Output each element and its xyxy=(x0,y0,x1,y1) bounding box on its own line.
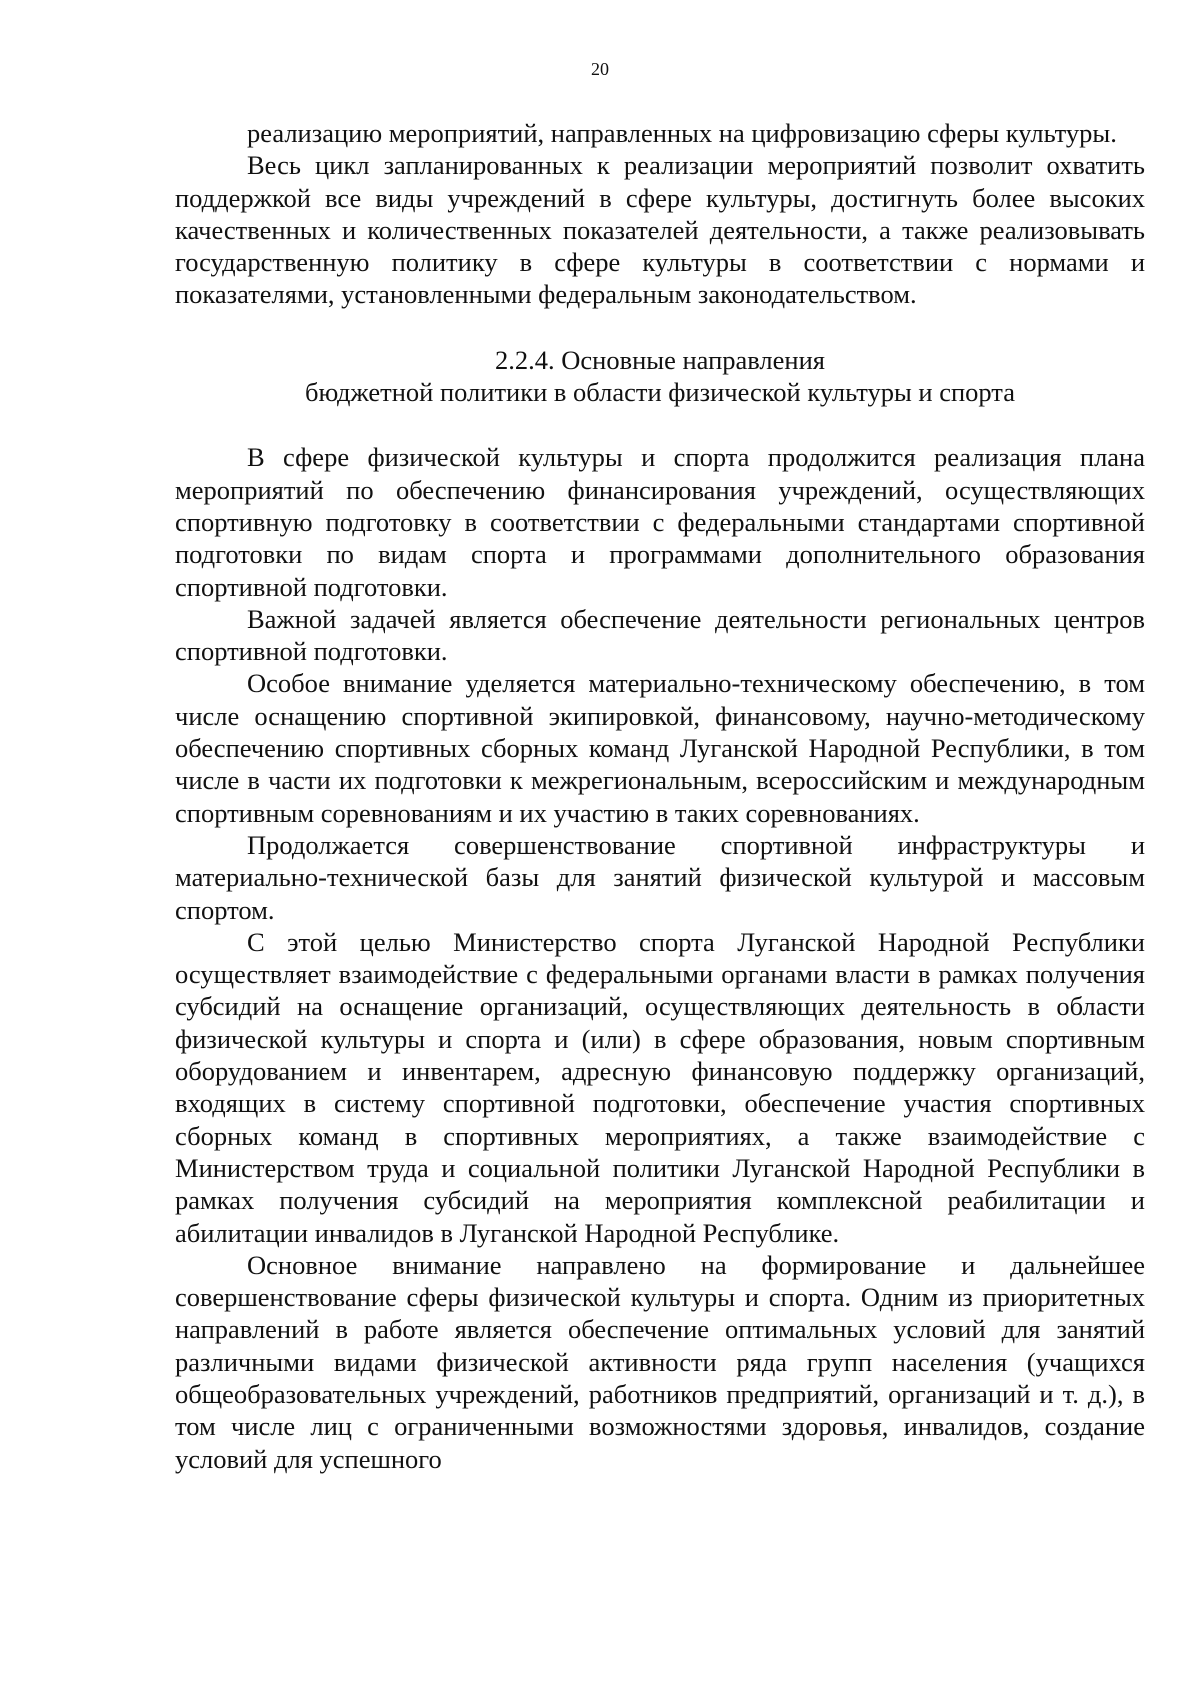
paragraph: Особое внимание уделяется материально-техническому обеспечению, в том числе оснащению спортивной экипировкой, финансовому, научно-методическому обеспечению спортивных сборных команд Луганской Народной Республики, в том числе в части их подготовки к межрегиональным, всероссийским и международным спортивным соревнованиям и их участию в таких соревнованиях. xyxy=(175,668,1145,828)
section-heading-line-1: 2.2.4. Основные направления xyxy=(495,344,825,375)
document-body xyxy=(175,117,1145,1475)
paragraph: реализацию мероприятий, направленных на цифровизацию сферы культуры. xyxy=(247,118,1117,148)
paragraph: С этой целью Министерство спорта Луганской Народной Республики осуществляет взаимодействие с федеральными органами власти в рамках получения субсидий на оснащение организаций, осуществляющих деятельность в области физической культуры и спорта и (или) в сфере образования, новым спортивным оборудованием и инвентарем, адресную финансовую поддержку организаций, входящих в систему спортивной подготовки, обеспечение участия спортивных сборных команд в спортивных мероприятиях, а также взаимодействие с Министерством труда и социальной политики Луганской Народной Республики в рамках получения субсидий на мероприятия комплексной реабилитации и абилитации инвалидов в Луганской Народной Республике. xyxy=(175,926,1145,1248)
page-number: 20 xyxy=(591,59,609,79)
paragraph: В сфере физической культуры и спорта продолжится реализация плана мероприятий по обеспечению финансирования учреждений, осуществляющих спортивную подготовку в соответствии с федеральными стандартами спортивной подготовки по видам спорта и программами дополнительного образования спортивной подготовки. xyxy=(175,442,1145,602)
paragraph: Основное внимание направлено на формирование и дальнейшее совершенствование сферы физической культуры и спорта. Одним из приоритетных направлений в работе является обеспечение оптимальных условий для занятий различными видами физической активности ряда групп населения (учащихся общеобразовательных учреждений, работников предприятий, организаций и т. д.), в том числе лиц с ограниченными возможностями здоровья, инвалидов, создание условий для успешного xyxy=(175,1249,1145,1474)
section-heading xyxy=(175,344,1145,409)
paragraph: Важной задачей является обеспечение деятельности региональных центров спортивной подготовки. xyxy=(175,603,1145,667)
paragraph: Продолжается совершенствование спортивной инфраструктуры и материально-технической базы для занятий физической культурой и массовым спортом. xyxy=(175,829,1145,925)
section-heading-line-2: бюджетной политики в области физической культуры и спорта xyxy=(305,377,1015,408)
paragraph: Весь цикл запланированных к реализации мероприятий позволит охватить поддержкой все виды учреждений в сфере культуры, достигнуть более высоких качественных и количественных показателей деятельности, а также реализовывать государственную политику в сфере культуры в соответствии с нормами и показателями, установленными федеральным законодательством. xyxy=(175,150,1145,310)
